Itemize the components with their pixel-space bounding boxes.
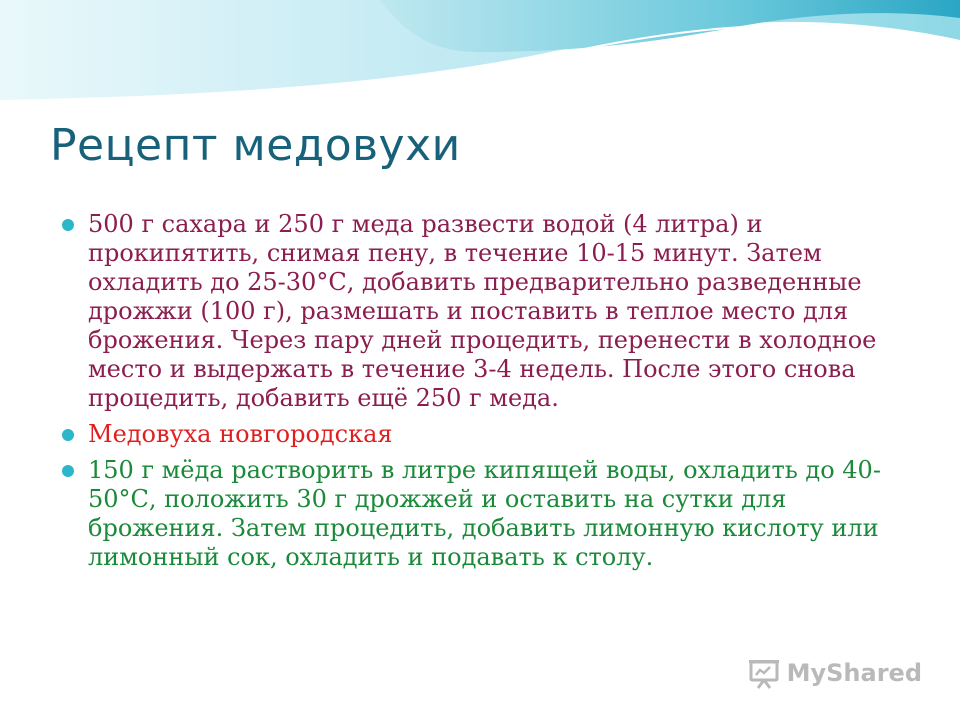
watermark-text: MyShared (786, 659, 922, 687)
recipe-step-text: 150 г мёда растворить в литре кипящей воды, охладить до 40-50°С, положить 30 г дрожжей и оставить на сутки для брожения. Затем процедить, добавить лимонную кислоту или лимонный сок, охладить и подавать к столу. (88, 456, 881, 571)
bullet-dot-icon (62, 429, 74, 441)
presentation-board-icon (747, 656, 781, 690)
bullet-list (60, 210, 910, 579)
list-item (60, 456, 910, 572)
list-item (60, 420, 910, 449)
list-item (60, 210, 910, 413)
recipe-step-text: 500 г сахара и 250 г меда развести водой (4 литра) и прокипятить, снимая пену, в течение 10-15 минут. Затем охладить до 25-30°С, добавить предварительно разведенные дрожжи (100 г), размешать и поставить в теплое место для брожения. Через пару дней процедить, перенести в холодное место и выдержать в течение 3-4 недель. После этого снова процедить, добавить ещё 250 г меда. (88, 210, 877, 412)
header-wave-decoration (0, 0, 960, 120)
watermark (747, 656, 922, 690)
bullet-dot-icon (62, 219, 74, 231)
slide-title: Рецепт медовухи (50, 120, 461, 171)
bullet-dot-icon (62, 465, 74, 477)
recipe-subtitle: Медовуха новгородская (88, 420, 393, 448)
